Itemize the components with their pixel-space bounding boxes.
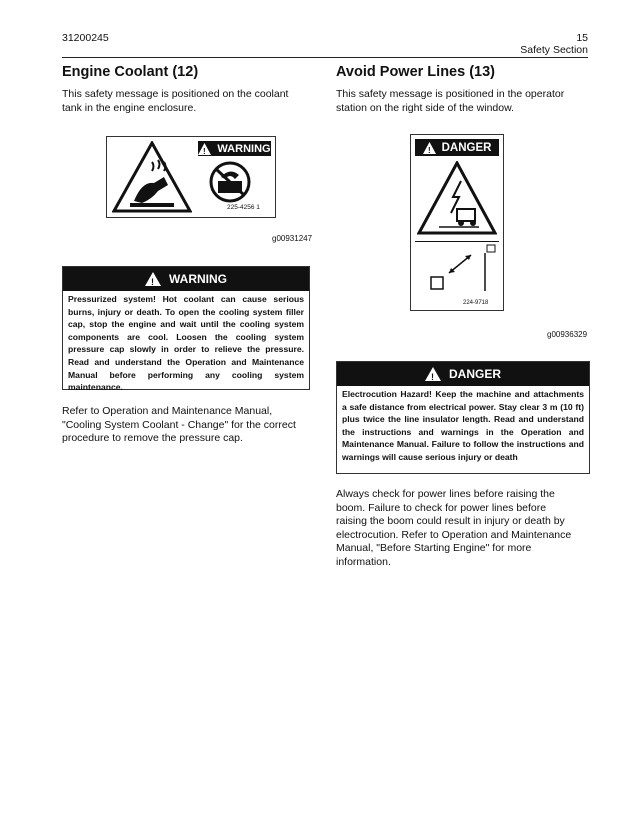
warning-label-part-number: 225-4256 1 bbox=[227, 204, 260, 211]
svg-text:!: ! bbox=[430, 372, 434, 381]
warning-callout-header: ! WARNING bbox=[63, 267, 309, 291]
page-number: 15 bbox=[576, 32, 588, 44]
figure-id-engine-coolant: g00931247 bbox=[272, 234, 313, 243]
warning-callout bbox=[62, 266, 310, 393]
warning-triangle-icon bbox=[423, 142, 436, 154]
danger-label-image bbox=[410, 134, 504, 311]
section-title-power-lines: Avoid Power Lines (13) bbox=[336, 64, 495, 80]
danger-callout-header: ! DANGER bbox=[337, 362, 589, 386]
header-rule bbox=[62, 57, 588, 58]
warning-triangle-icon bbox=[198, 143, 211, 155]
danger-label-banner: ! DANGER bbox=[415, 139, 499, 156]
electrocution-hazard-icon bbox=[417, 161, 497, 237]
clearance-distance-icon bbox=[417, 243, 497, 293]
svg-text:!: ! bbox=[151, 277, 154, 286]
engine-coolant-outro: Refer to Operation and Maintenance Manual, "Cooling System Coolant - Change" for the correct procedure to remove the pressure cap. bbox=[62, 405, 296, 444]
engine-coolant-intro: This safety message is positioned on the coolant tank in the engine enclosure. bbox=[62, 88, 289, 114]
no-open-cap-icon bbox=[205, 161, 255, 203]
warning-label-banner: ! WARNING bbox=[198, 141, 271, 156]
label-divider bbox=[415, 241, 499, 242]
power-lines-intro: This safety message is positioned in the operator station on the right side of the window. bbox=[336, 88, 565, 114]
power-lines-outro: Always check for power lines before raising the boom. Failure to check for power lines before raising the boom could result in injury or death by electrocution. Refer to Operation and Maintenance Manual, "Before Starting Engine" for more information. bbox=[336, 488, 572, 568]
warning-triangle-icon bbox=[425, 367, 441, 381]
svg-text:!: ! bbox=[203, 146, 207, 155]
danger-callout bbox=[336, 361, 590, 474]
doc-number: 31200245 bbox=[62, 32, 109, 44]
figure-id-power-lines: g00936329 bbox=[547, 330, 588, 339]
hot-coolant-burn-icon bbox=[112, 141, 192, 213]
danger-callout-text: Electrocution Hazard! Keep the machine and attachments a safe distance from electrical power. Stay clear 3 m (10 ft) plus twice the line insulator length. Read and understand the instructions and warnings in the Operation and Maintenance Manual. Failure to follow the instructions and warnings will cause serious injury or death bbox=[342, 389, 584, 462]
warning-triangle-icon bbox=[145, 272, 161, 286]
warning-callout-text: Pressurized system! Hot coolant can cause serious burns, injury or death. To open the cooling system filler cap, stop the engine and wait until the cooling system components are cool. Loosen the cooling system pressure cap slowly in order to relieve the pressure. Read and understand the Operation and Maintenance Manual before performing any cooling system maintenance. bbox=[68, 294, 304, 393]
section-title-engine-coolant: Engine Coolant (12) bbox=[62, 64, 199, 80]
section-name: Safety Section bbox=[520, 44, 588, 56]
danger-label-part-number: 224-9718 bbox=[463, 300, 489, 306]
svg-text:!: ! bbox=[427, 145, 431, 154]
warning-label-image bbox=[106, 136, 276, 218]
